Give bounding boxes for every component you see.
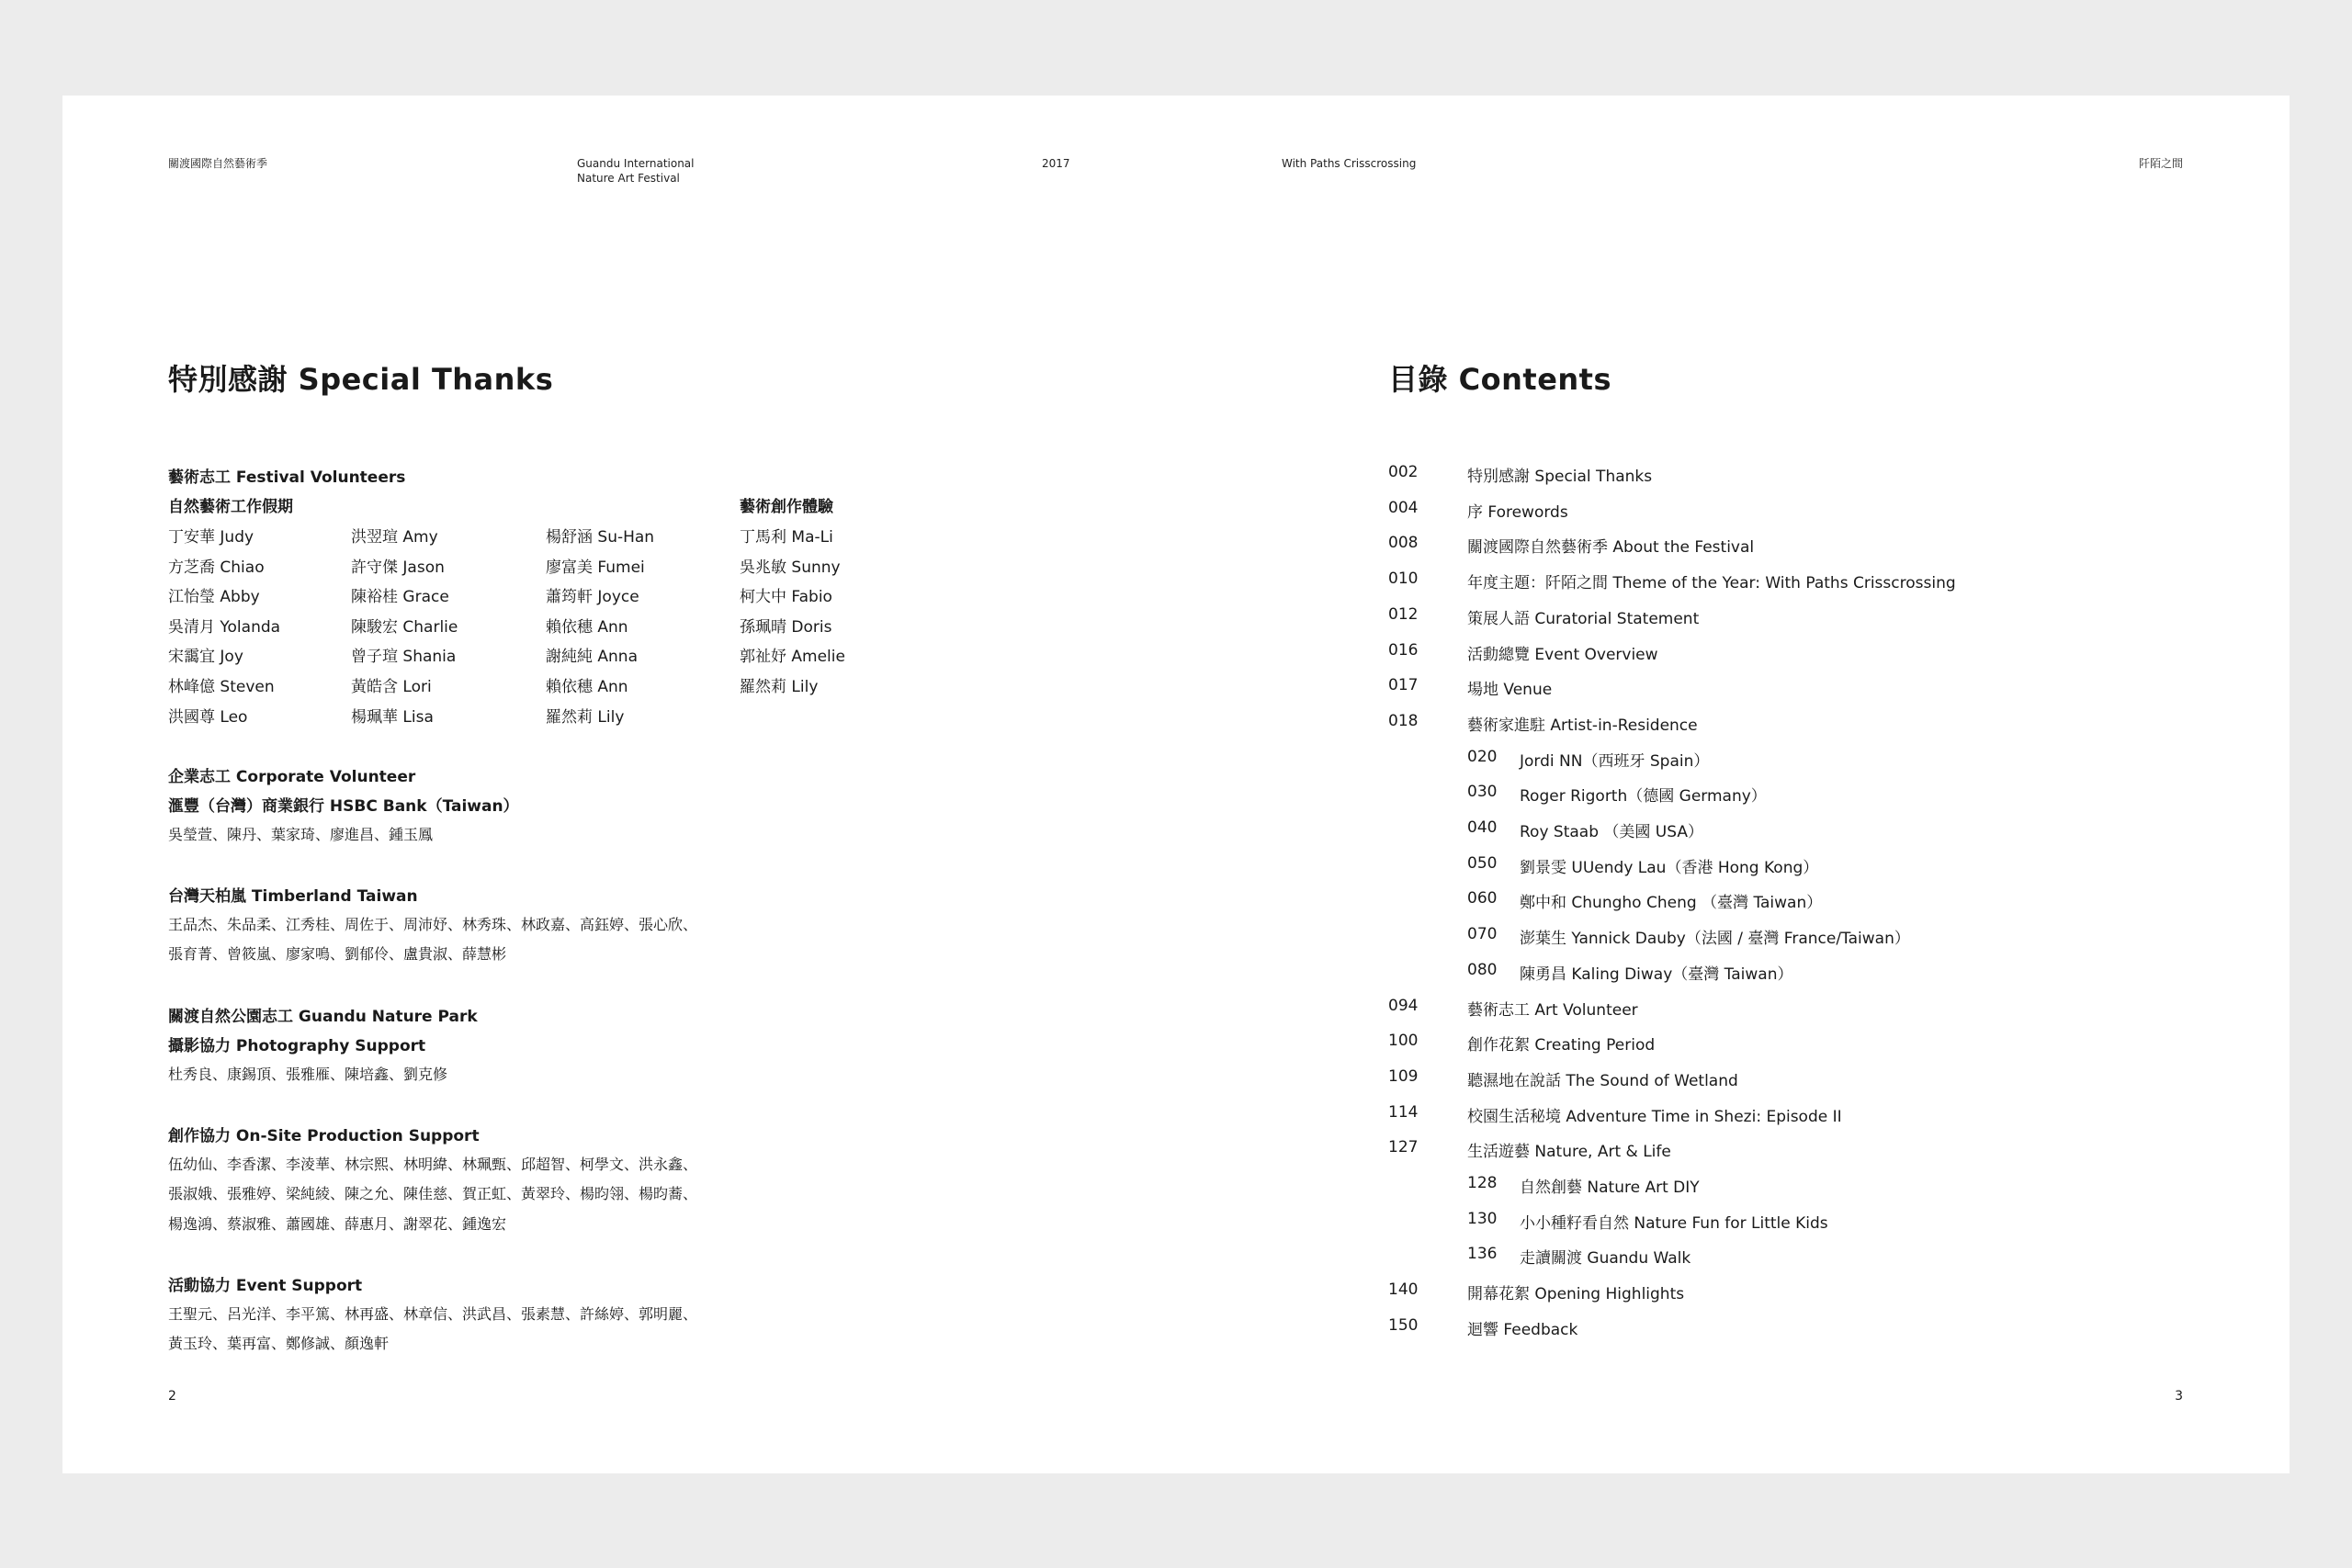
toc-entry[interactable]: [1388, 1067, 2215, 1089]
toc-entry-title: Jordi NN（西班牙 Spain）: [1520, 751, 1710, 771]
toc-page-number: 128: [1467, 1174, 1498, 1192]
toc-entry[interactable]: [1388, 783, 2215, 805]
toc-entry[interactable]: [1388, 570, 2215, 592]
toc-entry-title: Roy Staab （美國 USA）: [1520, 823, 1703, 841]
toc-page-number: 016: [1388, 640, 1419, 660]
toc-entry[interactable]: [1388, 676, 2215, 698]
volunteer-column-2: [351, 523, 458, 732]
running-head-festival-en-line1: Guandu International: [577, 157, 695, 170]
toc-entry[interactable]: [1388, 463, 2215, 485]
onsite-names-line3: 楊逸鴻、蔡淑雅、蕭國雄、薛惠月、謝翠花、鍾逸宏: [168, 1215, 507, 1233]
toc-entry-title: 年度主題：阡陌之間 Theme of the Year: With Paths Crisscrossing: [1467, 574, 1956, 593]
timberland-names-line2: 張育菁、曾筱嵐、廖家鳴、劉郁伶、盧貴淑、薛慧彬: [168, 945, 507, 963]
volunteer-column-4: [740, 523, 845, 703]
toc-page-number: 020: [1467, 747, 1498, 766]
hsbc-heading: 滙豐（台灣）商業銀行 HSBC Bank（Taiwan）: [168, 797, 519, 816]
onsite-names-line1: 伍幼仙、李香潔、李淩華、林宗熙、林明緯、林珮甄、邱超智、柯學文、洪永鑫、: [168, 1156, 698, 1173]
toc-page-number: 094: [1388, 996, 1419, 1015]
toc-page-number: 017: [1388, 676, 1419, 695]
toc-entry[interactable]: [1388, 818, 2215, 840]
volunteer-name: 陳裕桂 Grace: [351, 588, 449, 607]
event-support-heading: 活動協力 Event Support: [168, 1277, 363, 1295]
toc-entry[interactable]: [1388, 1245, 2215, 1267]
toc-page-number: 140: [1388, 1280, 1419, 1300]
toc-page-number: 114: [1388, 1102, 1419, 1122]
volunteer-name: 郭祉妤 Amelie: [740, 648, 845, 667]
toc-page-number: 008: [1388, 534, 1419, 553]
running-head-year: 2017: [1042, 157, 1070, 170]
toc-entry[interactable]: [1388, 889, 2215, 911]
onsite-names-line2: 張淑娥、張雅婷、梁純綾、陳之允、陳佳慈、賀正虹、黃翠玲、楊昀翎、楊昀蕎、: [168, 1185, 698, 1202]
toc-page-number: 127: [1388, 1138, 1419, 1157]
toc-entry-title: 聽濕地在說話 The Sound of Wetland: [1467, 1071, 1738, 1090]
volunteer-name: 曾子瑄 Shania: [351, 648, 457, 667]
toc-entry[interactable]: [1388, 925, 2215, 947]
toc-entry-title: 走讀關渡 Guandu Walk: [1520, 1249, 1691, 1269]
toc-entry-title: 開幕花絮 Opening Highlights: [1467, 1285, 1685, 1304]
volunteer-name: 賴依穗 Ann: [546, 617, 628, 637]
toc-page-number: 010: [1388, 570, 1419, 589]
toc-page-number: 040: [1467, 818, 1498, 837]
toc-entry[interactable]: [1388, 854, 2215, 876]
toc-entry[interactable]: [1388, 605, 2215, 627]
toc-entry-title: 小小種籽看自然 Nature Fun for Little Kids: [1520, 1213, 1828, 1233]
page-number-right: 3: [2175, 1389, 2183, 1404]
toc-page-number: 060: [1467, 889, 1498, 908]
toc-entry-title: 澎葉生 Yannick Dauby（法國 / 臺灣 France/Taiwan）: [1520, 930, 1910, 949]
toc-page-number: 012: [1388, 604, 1419, 624]
toc-page-number: 130: [1467, 1209, 1498, 1228]
volunteer-name: 黃皓含 Lori: [351, 677, 432, 696]
volunteer-name: 林峰億 Steven: [168, 677, 275, 696]
table-of-contents: [1388, 463, 2215, 1382]
toc-entry-title: 校園生活秘境 Adventure Time in Shezi: Episode II: [1467, 1107, 1842, 1126]
volunteer-column-3: [546, 523, 654, 732]
volunteer-name: 柯大中 Fabio: [740, 588, 832, 607]
toc-entry-title: 序 Forewords: [1467, 502, 1568, 522]
toc-entry-title: 活動總覽 Event Overview: [1467, 645, 1658, 664]
volunteer-name: 洪國尊 Leo: [168, 707, 248, 727]
toc-page-number: 050: [1467, 853, 1498, 873]
volunteer-name: 許守傑 Jason: [351, 558, 445, 577]
running-head-festival-en-line2: Nature Art Festival: [577, 172, 680, 185]
contents-title: 目錄 Contents: [1388, 362, 1612, 397]
volunteer-name: 方芝喬 Chiao: [168, 558, 265, 577]
toc-entry-title: 特別感謝 Special Thanks: [1467, 468, 1653, 486]
workshop-heading: 自然藝術工作假期: [168, 498, 293, 516]
toc-entry[interactable]: [1388, 1280, 2215, 1303]
volunteer-name: 吳兆敏 Sunny: [740, 558, 841, 577]
toc-page-number: 018: [1388, 711, 1419, 730]
volunteer-name: 宋靄宜 Joy: [168, 648, 243, 667]
timberland-names-line1: 王品杰、朱品柔、江秀桂、周佐于、周沛妤、林秀珠、林政嘉、高鈺婷、張心欣、: [168, 916, 698, 933]
volunteer-name: 吳清月 Yolanda: [168, 617, 281, 637]
event-names-line2: 黃玉玲、葉再富、鄭修誠、顏逸軒: [168, 1335, 390, 1352]
onsite-production-heading: 創作協力 On-Site Production Support: [168, 1127, 480, 1145]
special-thanks-title: 特別感謝 Special Thanks: [168, 362, 554, 397]
toc-entry[interactable]: [1388, 1138, 2215, 1160]
toc-entry-title: 關渡國際自然藝術季 About the Festival: [1467, 538, 1755, 558]
volunteer-name: 孫珮晴 Doris: [740, 617, 832, 637]
toc-entry[interactable]: [1388, 1174, 2215, 1196]
photography-names: 杜秀良、康錫頂、張雅雁、陳培鑫、劉克修: [168, 1066, 448, 1083]
toc-entry[interactable]: [1388, 1103, 2215, 1125]
toc-entry-title: 劉景雯 UUendy Lau（香港 Hong Kong）: [1520, 858, 1819, 877]
running-head-festival-zh: 關渡國際自然藝術季: [168, 157, 268, 170]
event-names-line1: 王聖元、呂光洋、李平篤、林再盛、林章信、洪武昌、張素慧、許絲婷、郭明麗、: [168, 1305, 698, 1323]
toc-entry-title: 策展人語 Curatorial Statement: [1467, 609, 1700, 628]
toc-entry[interactable]: [1388, 961, 2215, 983]
toc-page-number: 080: [1467, 960, 1498, 979]
toc-page-number: 136: [1467, 1245, 1498, 1264]
corporate-volunteer-heading: 企業志工 Corporate Volunteer: [168, 768, 416, 786]
toc-entry[interactable]: [1388, 997, 2215, 1019]
toc-entry[interactable]: [1388, 534, 2215, 556]
toc-page-number: 070: [1467, 925, 1498, 944]
toc-page-number: 109: [1388, 1066, 1419, 1086]
volunteer-name: 江怡瑩 Abby: [168, 588, 260, 607]
volunteer-name: 羅然莉 Lily: [546, 707, 625, 727]
toc-entry-title: 迴響 Feedback: [1467, 1320, 1578, 1339]
experience-heading: 藝術創作體驗: [740, 498, 833, 516]
toc-entry[interactable]: [1388, 499, 2215, 521]
toc-entry-title: Roger Rigorth（德國 Germany）: [1520, 787, 1767, 807]
volunteer-column-1: [168, 523, 280, 732]
volunteer-name: 賴依穗 Ann: [546, 677, 628, 696]
toc-entry[interactable]: [1388, 1316, 2215, 1338]
photography-heading: 攝影協力 Photography Support: [168, 1037, 426, 1055]
volunteer-name: 陳駿宏 Charlie: [351, 617, 458, 637]
toc-entry-title: 自然創藝 Nature Art DIY: [1520, 1179, 1700, 1197]
volunteer-name: 廖富美 Fumei: [546, 558, 645, 577]
toc-entry[interactable]: [1388, 641, 2215, 663]
volunteer-name: 洪翌瑄 Amy: [351, 528, 438, 547]
festival-volunteers-heading: 藝術志工 Festival Volunteers: [168, 468, 406, 487]
volunteer-name: 羅然莉 Lily: [740, 677, 819, 696]
toc-entry-title: 藝術志工 Art Volunteer: [1467, 1000, 1638, 1020]
timberland-heading: 台灣天柏嵐 Timberland Taiwan: [168, 887, 418, 906]
volunteer-name: 謝純純 Anna: [546, 648, 638, 667]
toc-page-number: 004: [1388, 498, 1419, 517]
page-number-left: 2: [168, 1389, 176, 1404]
toc-entry[interactable]: [1388, 1032, 2215, 1054]
running-head-theme-zh: 阡陌之間: [2138, 157, 2183, 170]
running-head-festival-en: [577, 156, 695, 186]
book-spread: [62, 96, 2290, 1473]
toc-entry[interactable]: [1388, 1210, 2215, 1232]
toc-entry-title: 場地 Venue: [1467, 681, 1553, 700]
running-head-theme-en: With Paths Crisscrossing: [1282, 157, 1417, 170]
toc-entry-title: 藝術家進駐 Artist-in-Residence: [1467, 716, 1698, 735]
toc-entry-title: 創作花絮 Creating Period: [1467, 1036, 1656, 1055]
guandu-park-heading: 關渡自然公園志工 Guandu Nature Park: [168, 1008, 478, 1026]
toc-page-number: 150: [1388, 1315, 1419, 1335]
volunteer-name: 楊珮華 Lisa: [351, 707, 434, 727]
toc-entry[interactable]: [1388, 712, 2215, 734]
volunteer-name: 楊舒涵 Su-Han: [546, 528, 655, 547]
hsbc-names: 吳瑩萱、陳丹、葉家琦、廖進昌、鍾玉鳳: [168, 826, 434, 843]
toc-page-number: 100: [1388, 1032, 1419, 1051]
toc-entry[interactable]: [1388, 748, 2215, 770]
volunteer-name: 丁馬利 Ma-Li: [740, 528, 833, 547]
volunteer-name: 蕭筠軒 Joyce: [546, 588, 639, 607]
toc-page-number: 002: [1388, 463, 1419, 481]
volunteer-name: 丁安華 Judy: [168, 528, 254, 547]
toc-entry-title: 生活遊藝 Nature, Art & Life: [1467, 1143, 1671, 1162]
toc-page-number: 030: [1467, 783, 1498, 802]
toc-entry-title: 鄭中和 Chungho Cheng （臺灣 Taiwan）: [1520, 894, 1823, 913]
toc-entry-title: 陳勇昌 Kaling Diway（臺灣 Taiwan）: [1520, 964, 1793, 984]
